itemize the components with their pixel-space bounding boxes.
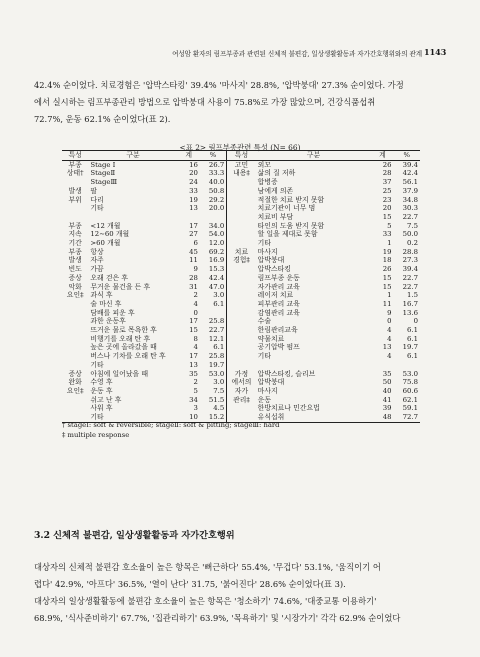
row-percent: 29.2 (200, 196, 227, 205)
table-row (62, 274, 420, 283)
row-item: Stage Ⅰ (90, 160, 116, 169)
row-item: 적절한 치료 받지 못함 (257, 195, 325, 204)
row-percent: 16.7 (402, 299, 418, 308)
row-count: 17 (189, 317, 198, 326)
row-category (227, 187, 256, 196)
table-row (62, 196, 420, 205)
row-percent: 25.8 (200, 317, 227, 326)
page-number: 1143 (424, 47, 447, 57)
row-percent: 0.2 (407, 239, 418, 248)
row-item: 사워 후 (90, 404, 113, 413)
row-count: 4 (387, 352, 392, 361)
row-item: 수영 후 (90, 378, 113, 387)
row-category: 자가 (234, 386, 249, 395)
table-row (62, 396, 420, 405)
row-percent: 42.4 (402, 169, 418, 178)
row-item: 마사지 (257, 247, 278, 256)
row-item: 치료기관이 너무 멈 (257, 204, 316, 213)
row-category (227, 404, 256, 413)
row-category (62, 335, 88, 344)
row-percent: 12.1 (200, 335, 227, 344)
row-item: 기타 (90, 360, 104, 369)
row-item: 삶의 질 저하 (257, 169, 296, 178)
row-category (62, 317, 88, 326)
row-item: 술 마신 후 (90, 299, 122, 308)
row-category: 발생 (68, 186, 82, 195)
row-percent: 6.1 (200, 300, 227, 309)
section-p2-line-1: 대상자의 일상생활활동에 불편감 호소율이 높은 항목은 '청소하기' 74.6%, '대중교통 이용하기' (34, 596, 377, 606)
row-item: 약물치료 (257, 334, 285, 343)
row-item: 다리 (90, 195, 104, 204)
table-row (62, 283, 420, 292)
row-category (227, 239, 256, 248)
row-percent: 22.7 (402, 212, 418, 221)
table-row (62, 361, 420, 370)
row-category (227, 274, 256, 283)
table-header-row (62, 151, 420, 161)
row-count: 13 (189, 204, 198, 213)
row-percent: 6.1 (200, 343, 227, 352)
row-percent: 13.6 (402, 308, 418, 317)
row-count: 6 (193, 239, 198, 248)
row-count: 33 (382, 230, 392, 239)
row-item: 유식섭취 (256, 413, 372, 422)
row-count: 1 (387, 239, 392, 248)
row-count: 17 (189, 352, 198, 361)
row-category (227, 178, 256, 187)
row-item: 기타 (257, 239, 271, 248)
row-percent: 72.7 (394, 413, 420, 422)
row-count: 8 (193, 334, 198, 343)
row-item: 압박붕대 (257, 256, 285, 265)
table-row (62, 352, 420, 361)
row-percent: 59.1 (402, 404, 418, 413)
header-cell: 특성 (62, 151, 88, 161)
row-item: 비행기를 오래 탄 후 (90, 334, 151, 343)
row-percent: 15.2 (200, 413, 227, 422)
row-count: 28 (382, 169, 392, 178)
table-row (62, 291, 420, 300)
row-item: 기타 (90, 204, 104, 213)
row-count (371, 361, 393, 370)
row-percent: 0 (413, 317, 418, 326)
row-percent (394, 361, 420, 370)
row-percent: 1.5 (407, 291, 418, 300)
row-count: 4 (193, 343, 198, 352)
table-row (62, 204, 420, 213)
row-percent: 7.5 (200, 387, 227, 396)
header-cell: 계 (178, 151, 200, 161)
row-item: 높은 곳에 올라갔을 때 (90, 343, 157, 352)
row-item: 무거운 물건을 든 후 (90, 282, 151, 291)
row-item: 담배를 피운 후 (90, 308, 135, 317)
row-count: 15 (382, 273, 392, 282)
row-category: 완화 (68, 378, 82, 387)
row-count: 0 (193, 308, 198, 317)
header-cell: 구분 (88, 151, 177, 161)
row-category (227, 361, 256, 370)
row-category (62, 300, 88, 309)
row-item: 압박스타킹 (257, 265, 291, 274)
row-percent: 3.0 (200, 378, 227, 387)
row-count: 15 (189, 326, 198, 335)
row-percent: 19.7 (402, 343, 418, 352)
row-item: 마사지 (257, 386, 278, 395)
row-percent: 7.5 (407, 221, 418, 230)
row-item: 레이저 치료 (257, 291, 294, 300)
row-percent: 60.6 (402, 386, 418, 395)
row-count: 39 (382, 404, 392, 413)
row-item: 압박스타킹, 슬리브 (257, 369, 316, 378)
table-row (62, 370, 420, 379)
row-count: 13 (189, 360, 198, 369)
row-category: 증상 (68, 369, 82, 378)
row-percent: 6.1 (407, 326, 418, 335)
row-item: 할 일을 제대로 못함 (257, 230, 318, 239)
row-percent: 27.3 (402, 256, 418, 265)
row-category: 발생 (68, 256, 82, 265)
table-row (62, 239, 420, 248)
row-item: 자주 (90, 256, 104, 265)
row-percent (200, 213, 227, 222)
row-percent: 50.8 (200, 187, 227, 196)
row-count: 16 (189, 160, 198, 169)
row-percent: 39.4 (402, 265, 418, 274)
table-footnote-multiple: ‡ multiple response (62, 431, 130, 439)
row-count (178, 213, 200, 222)
row-item: 외모 (257, 160, 271, 169)
row-percent: 50.0 (402, 230, 418, 239)
lymphedema-characteristics-table (62, 150, 420, 423)
row-item: 버스나 기차를 오래 탄 후 (90, 352, 166, 361)
row-count: 2 (193, 378, 198, 387)
row-category (227, 283, 256, 292)
section-p1-line-1: 대상자의 신체적 불편감 호소율이 높은 항목은 '뻐근하다' 55.4%, '무겁다' 53.1%, '움직이기 어 (34, 562, 381, 572)
row-category: 빈도 (68, 265, 82, 274)
row-percent: 26.7 (200, 160, 227, 169)
row-count: 24 (189, 178, 198, 187)
row-percent: 25.8 (200, 352, 227, 361)
row-category: 가정 (234, 369, 249, 378)
row-percent (200, 309, 227, 318)
row-percent: 56.1 (402, 178, 418, 187)
row-percent: 22.7 (200, 326, 227, 335)
row-percent: 69.2 (200, 248, 227, 257)
row-percent: 47.0 (200, 283, 227, 292)
row-count: 5 (193, 386, 198, 395)
row-count: 19 (382, 247, 392, 256)
row-category (227, 291, 256, 300)
row-percent: 30.3 (402, 204, 418, 213)
row-count: 9 (193, 265, 198, 274)
running-title: 여성암 환자의 림프부종과 관련된 신체적 불편감, 일상생활활동과 자가간호행위와의 관계 (172, 50, 422, 58)
row-category (227, 352, 256, 361)
row-count: 4 (387, 334, 392, 343)
row-item: <12 개월 (90, 221, 121, 230)
row-category (227, 265, 256, 274)
row-category (227, 326, 256, 335)
row-percent: 62.1 (402, 395, 418, 404)
row-count: 23 (382, 195, 392, 204)
row-category: 에서의 (231, 378, 252, 387)
section-p1-line-2: 렵다' 42.9%, '아프다' 36.5%, '열이 난다' 31.75, '붉어진다' 28.6% 순이었다(표 3). (34, 579, 346, 589)
table-row (62, 265, 420, 274)
row-item: StageⅢ (90, 178, 118, 187)
row-category: 지속 (68, 230, 82, 239)
row-percent: 15.3 (200, 265, 227, 274)
row-category (62, 213, 88, 222)
row-category: 부종 (68, 160, 82, 169)
row-count: 3 (193, 404, 198, 413)
row-item: 합병증 (257, 178, 278, 187)
intro-line-1: 42.4% 순이었다. 치료경험은 '압박스타킹' 39.4% '마사지' 28.8%, '압박붕대' 27.3% 순이었다. 가정 (34, 80, 404, 90)
row-category: 부위 (68, 195, 82, 204)
row-category: 증상 (68, 273, 82, 282)
section-p2-line-2: 68.9%, '식사준비하기' 67.7%, '집관리하기' 63.9%, '목욕하기' 및 '시장가기' 각각 62.9% 순이었다 (34, 613, 401, 623)
row-count: 13 (382, 343, 392, 352)
table-row (62, 213, 420, 222)
row-count: 41 (382, 395, 392, 404)
header-cell: % (200, 151, 227, 161)
row-category (62, 309, 88, 318)
table-row (62, 230, 420, 239)
row-category: 기간 (68, 239, 82, 248)
row-category (62, 204, 88, 213)
row-category (227, 196, 256, 205)
row-category: 치료 (234, 247, 249, 256)
row-count: 10 (178, 413, 200, 422)
row-item: StageⅡ (90, 169, 116, 178)
row-percent: 6.1 (407, 334, 418, 343)
row-count: 45 (189, 247, 198, 256)
header-cell: % (394, 151, 420, 161)
row-item: 감염관리 교육 (257, 308, 300, 317)
row-item: 림프부종 운동 (257, 273, 300, 282)
header-cell: 구분 (256, 151, 372, 161)
row-percent: 40.0 (200, 178, 227, 187)
row-category: 경험‡ (233, 256, 250, 265)
row-percent: 6.1 (407, 352, 418, 361)
header-cell: 계 (371, 151, 393, 161)
row-item: 피부관리 교육 (257, 299, 300, 308)
row-item: 12∼60 개월 (90, 230, 130, 239)
row-category (227, 213, 256, 222)
row-count: 11 (189, 256, 198, 265)
row-item: 항상 (90, 247, 104, 256)
table-footnote-stage: † stageⅠ: soft & reversible; stageⅡ: soft & pitting; stageⅢ: hard (62, 421, 280, 429)
row-item (88, 213, 177, 222)
section-heading: 3.2 신체적 불편감, 일상생활활동과 자가간호행위 (34, 530, 235, 541)
row-category (227, 335, 256, 344)
row-percent: 16.9 (200, 256, 227, 265)
row-count: 15 (382, 212, 392, 221)
row-percent: 12.0 (200, 239, 227, 248)
row-item: 한방치료나 민간요법 (257, 404, 320, 413)
row-percent: 53.0 (402, 369, 418, 378)
row-count: 1 (387, 291, 392, 300)
row-percent: 75.8 (402, 378, 418, 387)
row-count: 40 (382, 386, 392, 395)
row-count: 18 (382, 256, 392, 265)
row-category: 상태† (66, 169, 84, 178)
row-percent: 53.0 (200, 370, 227, 379)
row-count: 31 (189, 282, 198, 291)
row-count: 34 (189, 395, 198, 404)
table-row (62, 326, 420, 335)
row-item: 남에게 의존 (257, 186, 294, 195)
row-percent: 22.7 (402, 282, 418, 291)
row-count: 28 (189, 273, 198, 282)
table-row (62, 169, 420, 178)
table-caption: <표 2> 림프부종관련 특성 (N= 66) (179, 143, 301, 152)
row-percent: 54.0 (200, 230, 227, 239)
row-count: 20 (189, 169, 198, 178)
row-count: 35 (382, 369, 392, 378)
row-count: 20 (382, 204, 392, 213)
intro-line-3: 72.7%, 운동 62.1% 순이었다(표 2). (34, 114, 171, 124)
row-item: 압박붕대 (257, 378, 285, 387)
row-category: 부종 (68, 221, 82, 230)
row-category: 악화 (68, 282, 82, 291)
row-item: 수술 (257, 317, 271, 326)
row-percent: 22.7 (402, 273, 418, 282)
row-item: 팔 (90, 186, 98, 195)
row-count: 25 (382, 186, 392, 195)
row-count: 35 (189, 369, 198, 378)
row-count: 50 (382, 378, 392, 387)
row-item: 공기압박 펌프 (257, 343, 300, 352)
row-category (227, 204, 256, 213)
row-category (62, 404, 88, 413)
row-count: 37 (382, 178, 392, 187)
row-item: 가끔 (90, 265, 104, 274)
table-row (62, 343, 420, 352)
row-count: 26 (382, 265, 392, 274)
row-item: 과한 운동후 (90, 317, 126, 326)
row-category: 관리‡ (233, 395, 250, 404)
row-percent: 51.5 (200, 396, 227, 405)
row-percent: 20.0 (200, 204, 227, 213)
row-item: >60 개월 (90, 239, 121, 248)
page-header (0, 0, 480, 58)
row-count: 33 (189, 186, 198, 195)
row-count: 4 (387, 326, 392, 335)
table-row (62, 404, 420, 413)
row-category (62, 343, 88, 352)
row-item: 아침에 일어났을 때 (90, 369, 148, 378)
row-item: 운동 후 (90, 386, 113, 395)
row-percent: 34.0 (200, 222, 227, 231)
row-item: 쉬고 난 후 (90, 395, 122, 404)
row-count: 5 (387, 221, 392, 230)
row-item: 자가관리 교육 (257, 282, 300, 291)
row-item (256, 361, 372, 370)
row-count: 48 (371, 413, 393, 422)
row-percent: 28.8 (402, 247, 418, 256)
row-category (227, 309, 256, 318)
row-count: 19 (189, 195, 198, 204)
table-row (62, 387, 420, 396)
row-count: 17 (189, 221, 198, 230)
row-count: 9 (387, 308, 392, 317)
row-percent: 19.7 (200, 361, 227, 370)
row-item: 치료비 부담 (257, 212, 294, 221)
row-percent: 42.4 (200, 274, 227, 283)
row-percent: 34.8 (402, 195, 418, 204)
row-count: 26 (382, 160, 392, 169)
row-item: 타인의 도움 받지 못함 (257, 221, 325, 230)
table-body (62, 151, 420, 423)
row-count: 0 (387, 317, 392, 326)
row-category (62, 178, 88, 187)
row-percent: 39.4 (402, 160, 418, 169)
table-row (62, 256, 420, 265)
row-item: 과식 후 (90, 291, 113, 300)
row-category (62, 326, 88, 335)
row-category (227, 343, 256, 352)
table-row (62, 300, 420, 309)
header-cell: 특성 (227, 151, 256, 161)
row-item: 기타 (88, 413, 177, 422)
row-category (62, 352, 88, 361)
row-item: 기타 (257, 352, 271, 361)
row-percent: 33.3 (200, 169, 227, 178)
row-count: 11 (382, 299, 392, 308)
row-category (227, 230, 256, 239)
row-item: 한림관리교육 (257, 326, 298, 335)
row-category: 고민 (234, 160, 249, 169)
row-item: 뜨거운 물로 목욕한 후 (90, 326, 157, 335)
row-category (227, 317, 256, 326)
row-category (62, 396, 88, 405)
row-category: 요인‡ (66, 291, 84, 300)
row-count: 27 (189, 230, 198, 239)
row-category (227, 300, 256, 309)
row-item: 오래 걷은 후 (90, 273, 129, 282)
table-row (62, 317, 420, 326)
row-category (62, 361, 88, 370)
row-percent: 3.0 (200, 291, 227, 300)
table-row (62, 187, 420, 196)
row-category: 내용‡ (233, 169, 250, 178)
row-count: 4 (193, 299, 198, 308)
row-percent: 37.9 (402, 186, 418, 195)
row-category (227, 222, 256, 231)
row-count: 2 (193, 291, 198, 300)
row-item: 운동 (257, 395, 271, 404)
table-row (62, 178, 420, 187)
row-category: 부종 (68, 247, 82, 256)
table-row (62, 378, 420, 387)
row-percent: 4.5 (200, 404, 227, 413)
row-category: 요인‡ (66, 386, 84, 395)
row-count: 15 (382, 282, 392, 291)
intro-line-2: 에서 실시하는 림프부종관리 방법으로 압박붕대 사용이 75.8%로 가장 많았으며, 건강식품섭취 (34, 97, 376, 107)
